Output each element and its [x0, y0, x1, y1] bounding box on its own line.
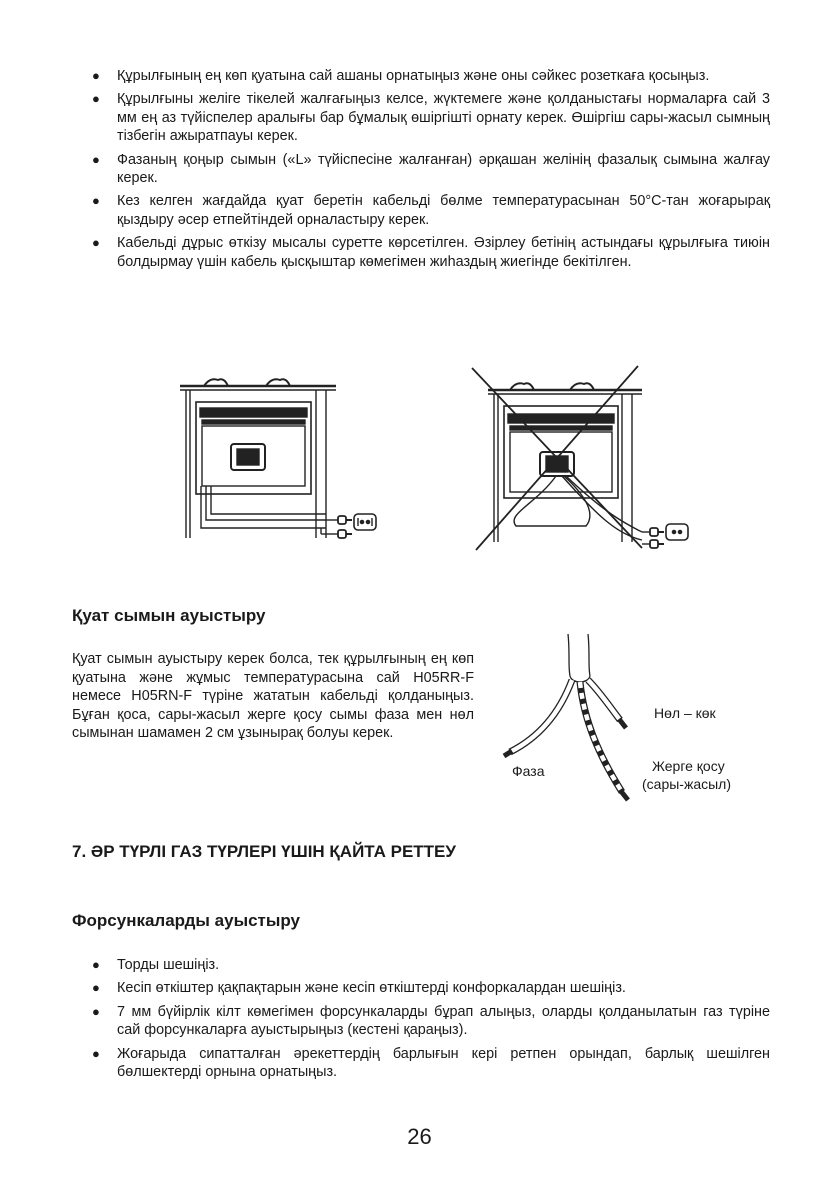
- cable-section-text: Қуат сымын ауыстыру керек болса, тек құрылғының ең көп қуатына және жұмыс температурасына сай H05RR-F немесе H05RN-F түріне жататын кабельді қолданыңыз. Бұған қоса, сары-жасыл жерге қосу сымы фаза мен нөл сымынан шамамен 2 см ұзынырақ болуы керек.: [72, 651, 474, 742]
- list-item: ● Кез келген жағдайда қуат беретін кабельді бөлме температурасынан 50°C-тан жоғарырақ қыздыру әсер етпейтіндей орналастыру керек.: [92, 193, 770, 228]
- correct-cable-routing-figure: [176, 368, 386, 548]
- bullet-icon: ●: [92, 68, 100, 83]
- incorrect-cable-routing-figure: [466, 364, 696, 564]
- bullet-icon: ●: [92, 957, 100, 972]
- injector-bullet-list: [90, 956, 770, 1086]
- neutral-wire-label: Нөл – көк: [654, 705, 716, 721]
- injector-replacement-title: Форсункаларды ауыстыру: [72, 911, 301, 930]
- bullet-icon: ●: [92, 1003, 100, 1019]
- list-item: ● Құрылғыны желіге тікелей жалғағыңыз келсе, жүктемеге және қолданыстағы нормаларға сай 3 мм ең аз түйіспелер аралығы бар бұмалық өшіргішті орнату керек. Өшіргіш сары-жасыл сымның тізбегін ажыратпауы керек.: [92, 91, 770, 145]
- installation-bullet-list: [90, 67, 770, 276]
- list-item: ● Фазаның қоңыр сымын («L» түйіспесіне жалғанған) әрқашан желінің фазалық сымына жалғау керек.: [92, 151, 770, 187]
- phase-wire-label: Фаза: [512, 763, 545, 779]
- list-item: ● Құрылғының ең көп қуатына сай ашаны орнатыңыз және оны сәйкес розеткаға қосыңыз.: [92, 68, 710, 84]
- bullet-icon: ●: [92, 91, 100, 107]
- cable-section-title: Қуат сымын ауыстыру: [72, 606, 266, 625]
- bullet-icon: ●: [92, 1045, 100, 1061]
- earth-wire-color-label: (сары-жасыл): [642, 776, 732, 792]
- list-item: ● Торды шешіңіз.: [92, 957, 220, 973]
- bullet-icon: ●: [92, 151, 100, 167]
- list-item: ● 7 мм бүйірлік кілт көмегімен форсункаларды бұрап алыңыз, оларды қолданылатын газ түріне сай форсункаларға ауыстырыңыз (кестені қараңыз).: [92, 1003, 770, 1039]
- list-item: ● Жоғарыда сипатталған әрекеттердің барлығын кері ретпен орындап, барлық шешілген бөлшектерді орнына орнатыңыз.: [92, 1045, 770, 1081]
- bullet-icon: ●: [92, 980, 100, 996]
- bullet-icon: ●: [92, 193, 100, 209]
- list-item: ● Кабельді дұрыс өткізу мысалы суретте көрсетілген. Әзірлеу бетінің астындағы құрылғыға тиюін болдырмау үшін кабель қысқыштар көмегімен жиһаздың жиегінде бекітілген.: [92, 235, 770, 270]
- bullet-icon: ●: [92, 235, 100, 251]
- page-number: 26: [407, 1124, 432, 1149]
- gas-adjustment-heading: 7. ӘР ТҮРЛІ ГАЗ ТҮРЛЕРІ ҮШІН ҚАЙТА РЕТТЕУ: [72, 842, 456, 861]
- list-item: ● Кесіп өткіштер қақпақтарын және кесіп өткіштерді конфоркалардан шешіңіз.: [92, 980, 626, 997]
- earth-wire-label: Жерге қосу: [652, 758, 725, 774]
